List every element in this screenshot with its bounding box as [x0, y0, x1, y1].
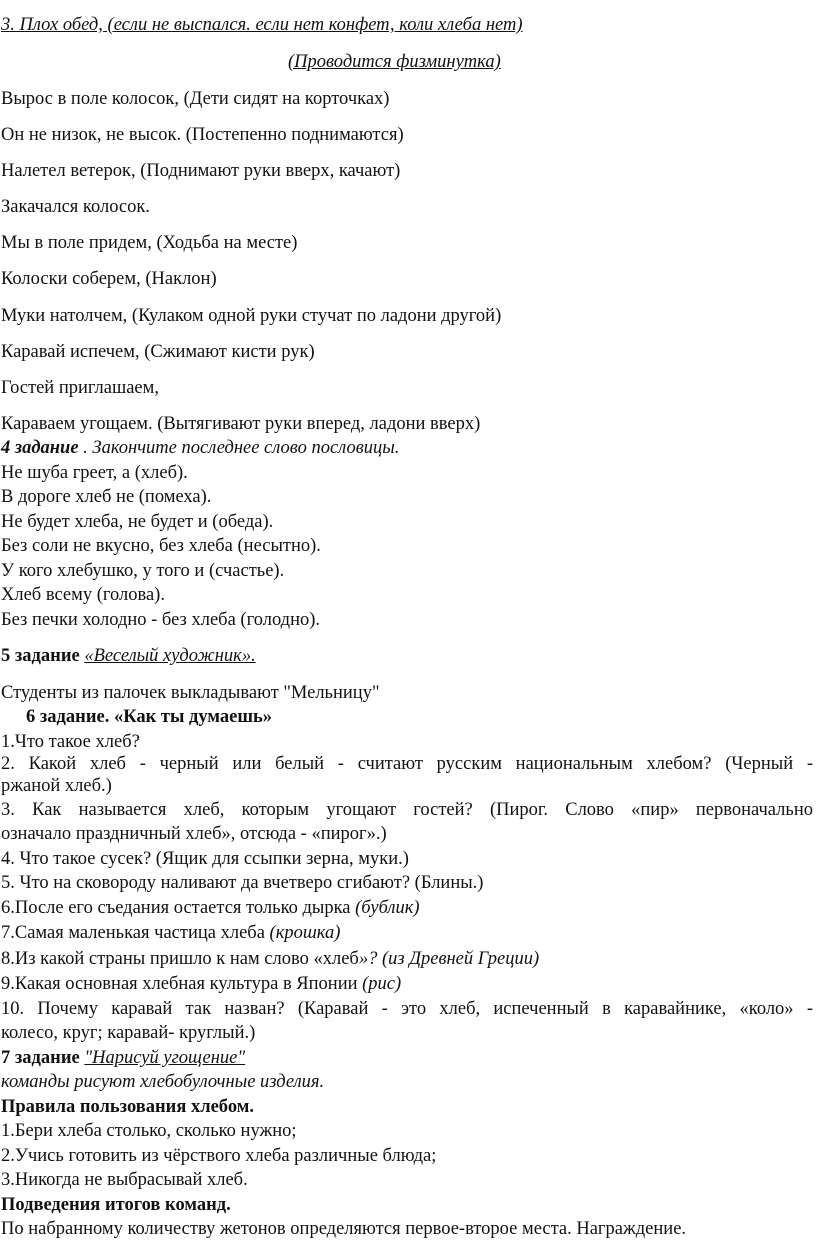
question-line: 2. Какой хлеб - черный или белый - считают русским национальным хлебом? (Черный - — [1, 754, 813, 774]
question-line: 4. Что такое сусек? (Ящик для ссыпки зерна, муки.) — [1, 849, 409, 869]
question-line: 9.Какая основная хлебная культура в Японии (рис) — [1, 974, 402, 994]
question-line-cont: колесо, круг; каравай- круглый.) — [1, 1023, 256, 1043]
task-5-title: «Веселый художник». — [84, 646, 256, 666]
poem-line: Мы в поле придем, (Ходьба на месте) — [1, 233, 298, 253]
task-4-heading — [1, 437, 399, 459]
proverb-line: В дороге хлеб не (помеха). — [1, 487, 212, 507]
task-4-label: 4 задание — [1, 438, 79, 458]
rule-item: 3.Никогда не выбрасывай хлеб. — [1, 1170, 248, 1190]
rule-item: 2.Учись готовить из чёрствого хлеба различные блюда; — [1, 1146, 437, 1166]
question-line: 6.После его съедания остается только дырка (бублик) — [1, 898, 420, 918]
summary-text: По набранному количеству жетонов определяются первое-второе места. Награждение. — [1, 1219, 687, 1239]
question-line: 1.Что такое хлеб? — [1, 732, 140, 752]
proverb-line: Не шуба греет, а (хлеб). — [1, 463, 188, 483]
rules-heading: Правила пользования хлебом. — [1, 1097, 254, 1117]
question-line: 7.Самая маленькая частица хлеба (крошка) — [1, 923, 341, 943]
poem-line: Колоски соберем, (Наклон) — [1, 269, 217, 289]
question-line-cont: означало праздничный хлеб», отсюда - «пирог».) — [1, 824, 387, 844]
proverb-line: Не будет хлеба, не будет и (обеда). — [1, 512, 274, 532]
poem-line: Гостей приглашаем, — [1, 378, 159, 398]
poem-line: Закачался колосок. — [1, 197, 150, 217]
summary-heading: Подведения итогов команд. — [1, 1195, 231, 1215]
question-line: 10. Почему каравай так назван? (Каравай - это хлеб, испеченный в каравайнике, «коло» - — [1, 999, 813, 1019]
task-7-label: 7 задание — [1, 1048, 80, 1068]
proverb-line: У кого хлебушко, у того и (счастье). — [1, 561, 285, 581]
poem-line: Каравай испечем, (Сжимают кисти рук) — [1, 342, 315, 362]
question-line-cont: ржаной хлеб.) — [1, 776, 112, 796]
answer: (рис) — [362, 974, 402, 994]
question-line: 5. Что на сковороду наливают да вчетверо сгибают? (Блины.) — [1, 873, 484, 893]
task-4-text: . Закончите последнее слово пословицы. — [78, 438, 400, 458]
task-7-text: команды рисуют хлебобулочные изделия. — [1, 1072, 325, 1092]
task-5-label: 5 задание — [1, 646, 80, 666]
answer: (бублик) — [355, 898, 420, 918]
section-3-heading: 3. Плох обед, (если не выспался. если нет конфет, коли хлеба нет) — [1, 15, 523, 35]
task-7-title: "Нарисуй угощение" — [84, 1048, 246, 1068]
proverb-line: Хлеб всему (голова). — [1, 585, 165, 605]
fizminutka-note: (Проводится физминутка) — [288, 52, 501, 72]
task-5-heading — [1, 645, 256, 667]
poem-line: Муки натолчем, (Кулаком одной руки стучат по ладони другой) — [1, 306, 502, 326]
question-line: 8.Из какой страны пришло к нам слово «хлеб»? (из Древней Греции) — [1, 949, 540, 969]
task-6-heading: 6 задание. «Как ты думаешь» — [26, 707, 273, 727]
task-5-text: Студенты из палочек выкладывают "Мельницу" — [1, 683, 380, 703]
rule-item: 1.Бери хлеба столько, сколько нужно; — [1, 1121, 297, 1141]
poem-line: Он не низок, не высок. (Постепенно поднимаются) — [1, 125, 404, 145]
poem-line: Вырос в поле колосок, (Дети сидят на корточках) — [1, 89, 390, 109]
poem-line: Налетел ветерок, (Поднимают руки вверх, качают) — [1, 161, 401, 181]
proverb-line: Без соли не вкусно, без хлеба (несытно). — [1, 536, 321, 556]
question-line: 3. Как называется хлеб, которым угощают гостей? (Пирог. Слово «пир» первоначально — [1, 800, 813, 820]
proverb-line: Без печки холодно - без хлеба (голодно). — [1, 610, 321, 630]
answer: (крошка) — [269, 923, 341, 943]
task-7-heading — [1, 1047, 245, 1069]
poem-line: Караваем угощаем. (Вытягивают руки вперед, ладони вверх) — [1, 414, 481, 434]
answer: »? (из Древней Греции) — [358, 949, 540, 969]
